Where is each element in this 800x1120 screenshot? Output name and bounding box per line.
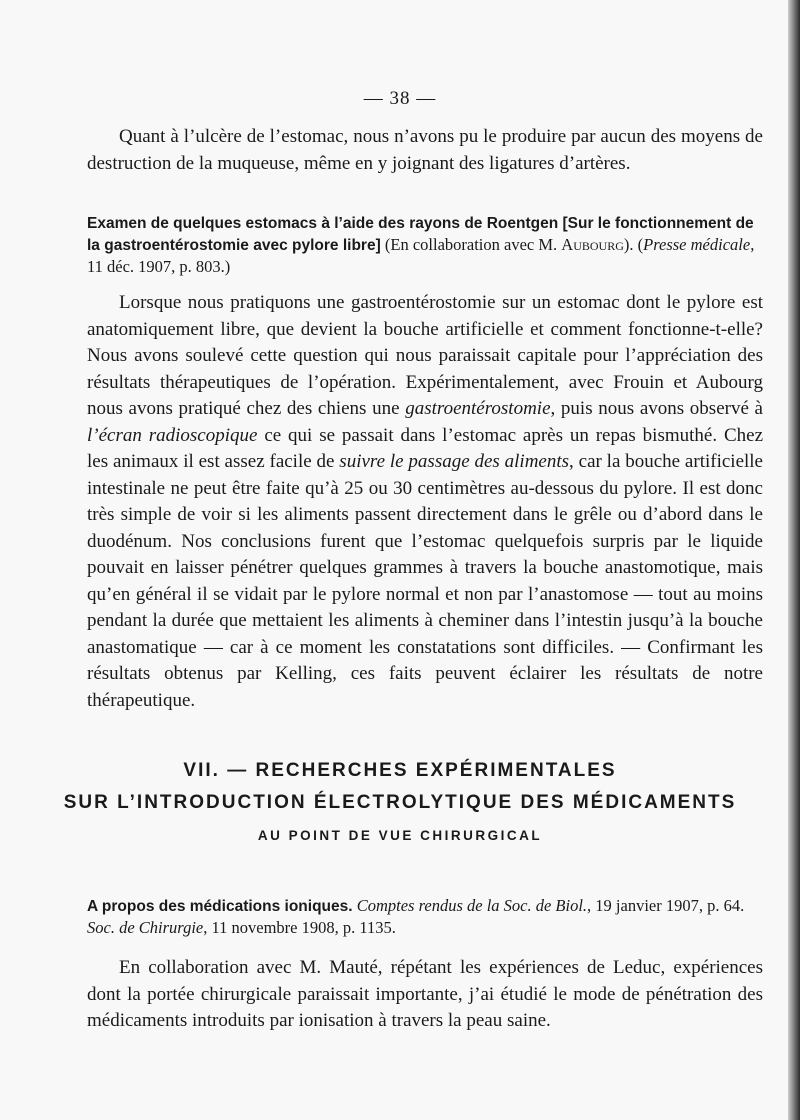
section-heading-line2: SUR L’INTRODUCTION ÉLECTROLYTIQUE DES MÉDICAMENTS [63, 792, 737, 813]
reference-collab-suffix: ). [623, 235, 634, 254]
paragraph-ulcer: Quant à l’ulcère de l’estomac, nous n’avons pu le produire par aucun des moyens de destruction de la muqueuse, même en y joignant des ligatures d’artères. [87, 126, 763, 174]
page-edge-shadow [788, 0, 800, 1120]
reference-journal: Comptes rendus de la Soc. de Biol. [356, 896, 588, 915]
paragraph-maute: En collaboration avec M. Mauté, répétant les expériences de Leduc, expériences dont la portée chirurgicale paraissait importante, j’ai étudié le mode de pénétration des médicaments introduits par ionisation à travers la peau saine. [87, 957, 763, 1031]
reference-roentgen [87, 212, 763, 277]
reference-title: Examen de quelques estomacs à l’aide des rayons de Roentgen [Sur le fonctionnement de la gastroentérostomie avec pylore libre] [87, 215, 754, 254]
italic-run: l’écran radioscopique [87, 424, 258, 446]
text-run: , puis nous avons observé à [550, 398, 763, 419]
reference-ionic [87, 895, 763, 938]
reference-details: , 11 déc. 1907, p. 803.) [87, 235, 755, 276]
reference-details: , 11 novembre 1908, p. 1135. [203, 918, 396, 937]
paragraph-gastroenterostomy [87, 290, 763, 714]
reference-collab-prefix: (En collaboration avec M. [384, 235, 558, 254]
reference-details: , 19 janvier 1907, p. 64. [587, 896, 745, 915]
reference-journal: Presse médicale [643, 235, 751, 254]
text-run: ce qui se passait dans l’estomac après un repas bismuthé. Chez les animaux il est assez facile de [87, 424, 764, 472]
reference-journal-open: ( [637, 235, 644, 254]
section-heading-line1: VII. — RECHERCHES EXPÉRIMENTALES [183, 760, 617, 781]
text-run: Lorsque nous pratiquons une gastroentérostomie sur un estomac dont le pylore est anatomiquement libre, que devient la bouche artificielle et comment fonctionne-t-elle? Nous avons soulevé cette question qui nous paraissait capitale pour l’appréciation des résultats thérapeutiques de l’opération. Expérimentalement, avec Frouin et Aubourg nous avons pratiqué chez des chiens une [87, 292, 763, 419]
reference-collab-name: Aubourg [561, 235, 624, 254]
italic-run: suivre le passage des aliments [339, 451, 570, 472]
page-number: — 38 — [363, 88, 437, 109]
italic-run: gastroentérostomie [405, 398, 551, 419]
reference-title: A propos des médications ioniques. [87, 898, 353, 915]
section-heading-line3: AU POINT DE VUE CHIRURGICAL [257, 828, 543, 843]
reference-journal: Soc. de Chirurgie [87, 918, 204, 937]
text-run: , car la bouche artificielle intestinale ne peut être faite qu’à 25 ou 30 centimètres au-dessous du pylore. Il est donc très simple de voir si les aliments passent directement dans le grêle ou d’abord dans le duodénum. Nos conclusions furent que l’estomac quelquefois surpris par le liquide pouvait en laisser pénétrer quelques grammes à travers la bouche anastomotique, mais qu’en général il se vidait par le pylore normal et non par l’anastomose — tout au moins pendant la durée que mettaient les aliments à cheminer dans l’intestin jusqu’à la bouche anastomatique — car à ce moment les constatations sont difficiles. — Confirmant les résultats obtenus par Kelling, ces faits peuvent éclairer les résultats de notre thérapeutique. [87, 451, 763, 711]
